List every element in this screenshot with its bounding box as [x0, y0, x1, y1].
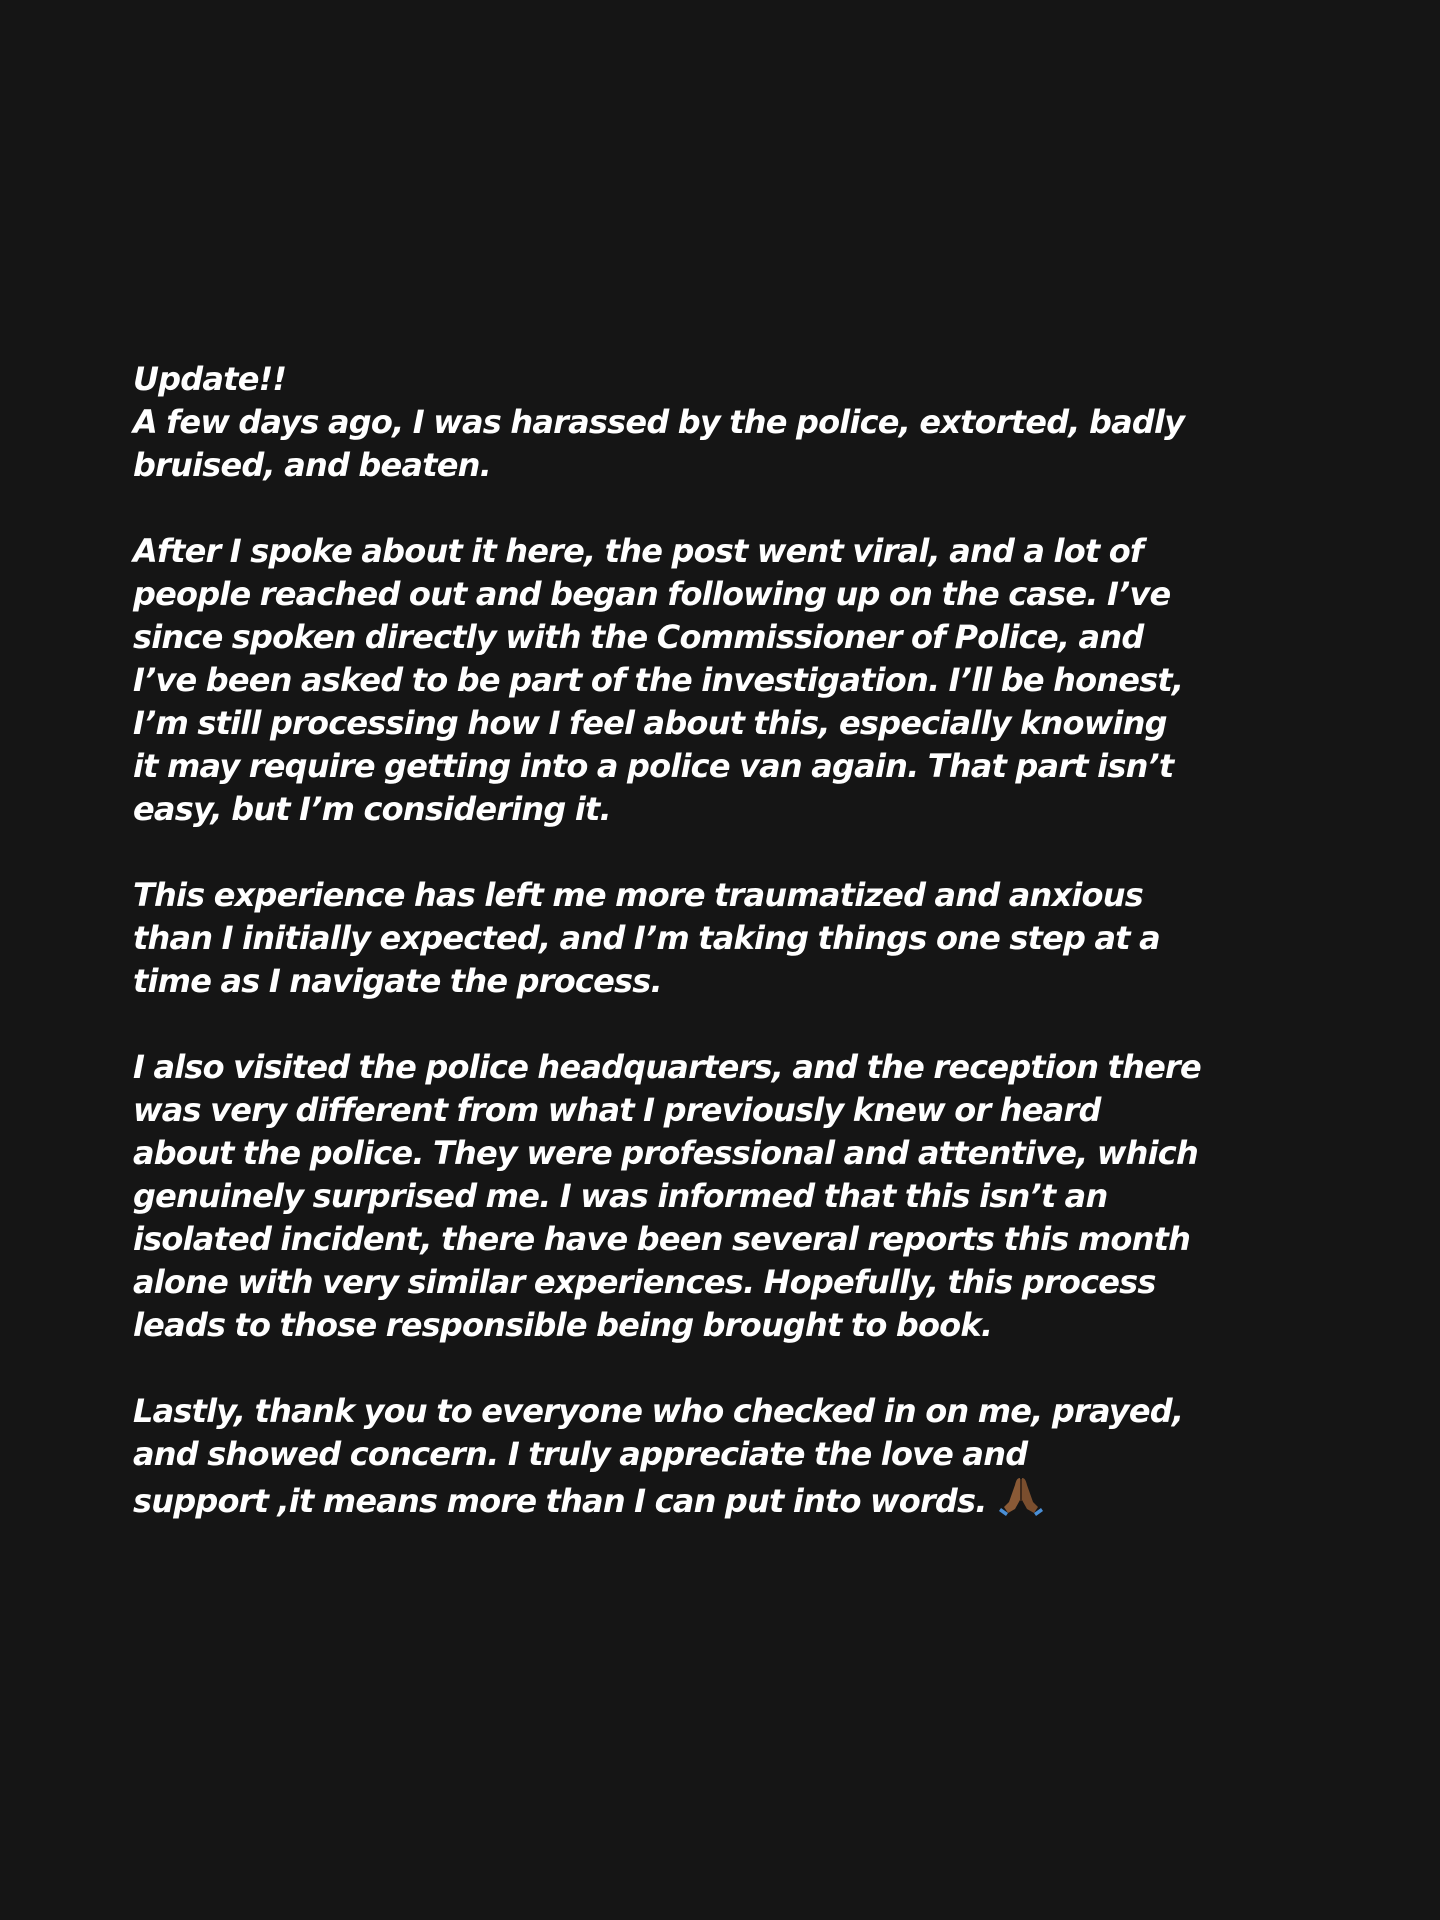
story-text: [133, 358, 1323, 1519]
text-line: and showed concern. I truly appreciate the love and: [133, 1435, 1028, 1473]
paragraph-gap: [133, 831, 1323, 874]
text-line: alone with very similar experiences. Hopefully, this process: [133, 1263, 1156, 1301]
text-line: leads to those responsible being brought to book.: [133, 1306, 993, 1344]
text-line: support ,it means more than I can put into words.: [133, 1482, 987, 1520]
text-line: Update!!: [133, 360, 287, 398]
text-line: genuinely surprised me. I was informed that this isn’t an: [133, 1177, 1108, 1215]
text-line: I’ve been asked to be part of the investigation. I’ll be honest,: [133, 661, 1184, 699]
paragraph-viral: [133, 530, 1323, 831]
text-line: A few days ago, I was harassed by the police, extorted, badly: [133, 403, 1185, 441]
text-line: was very different from what I previously knew or heard: [133, 1091, 1101, 1129]
text-line: isolated incident, there have been several reports this month: [133, 1220, 1191, 1258]
text-line: I also visited the police headquarters, and the reception there: [133, 1048, 1201, 1086]
paragraph-thanks: [133, 1390, 1323, 1519]
paragraph-gap: [133, 1347, 1323, 1390]
paragraph-gap: [133, 487, 1323, 530]
text-line: After I spoke about it here, the post went viral, and a lot of: [133, 532, 1144, 570]
text-line: about the police. They were professional and attentive, which: [133, 1134, 1198, 1172]
paragraph-update: [133, 358, 1323, 487]
text-line-with-emoji: [133, 1476, 1323, 1519]
text-line: This experience has left me more traumatized and anxious: [133, 876, 1143, 914]
text-line: since spoken directly with the Commissioner of Police, and: [133, 618, 1144, 656]
text-line: people reached out and began following up on the case. I’ve: [133, 575, 1171, 613]
text-line: time as I navigate the process.: [133, 962, 662, 1000]
paragraph-experience: [133, 874, 1323, 1003]
text-line: bruised, and beaten.: [133, 446, 491, 484]
text-line: Lastly, thank you to everyone who checked in on me, prayed,: [133, 1392, 1184, 1430]
paragraph-gap: [133, 1003, 1323, 1046]
folded-hands-emoji-icon: [999, 1476, 1043, 1516]
paragraph-headquarters: [133, 1046, 1323, 1347]
text-line: I’m still processing how I feel about this, especially knowing: [133, 704, 1167, 742]
text-line: it may require getting into a police van again. That part isn’t: [133, 747, 1174, 785]
text-line: than I initially expected, and I’m taking things one step at a: [133, 919, 1160, 957]
text-line: easy, but I’m considering it.: [133, 790, 611, 828]
